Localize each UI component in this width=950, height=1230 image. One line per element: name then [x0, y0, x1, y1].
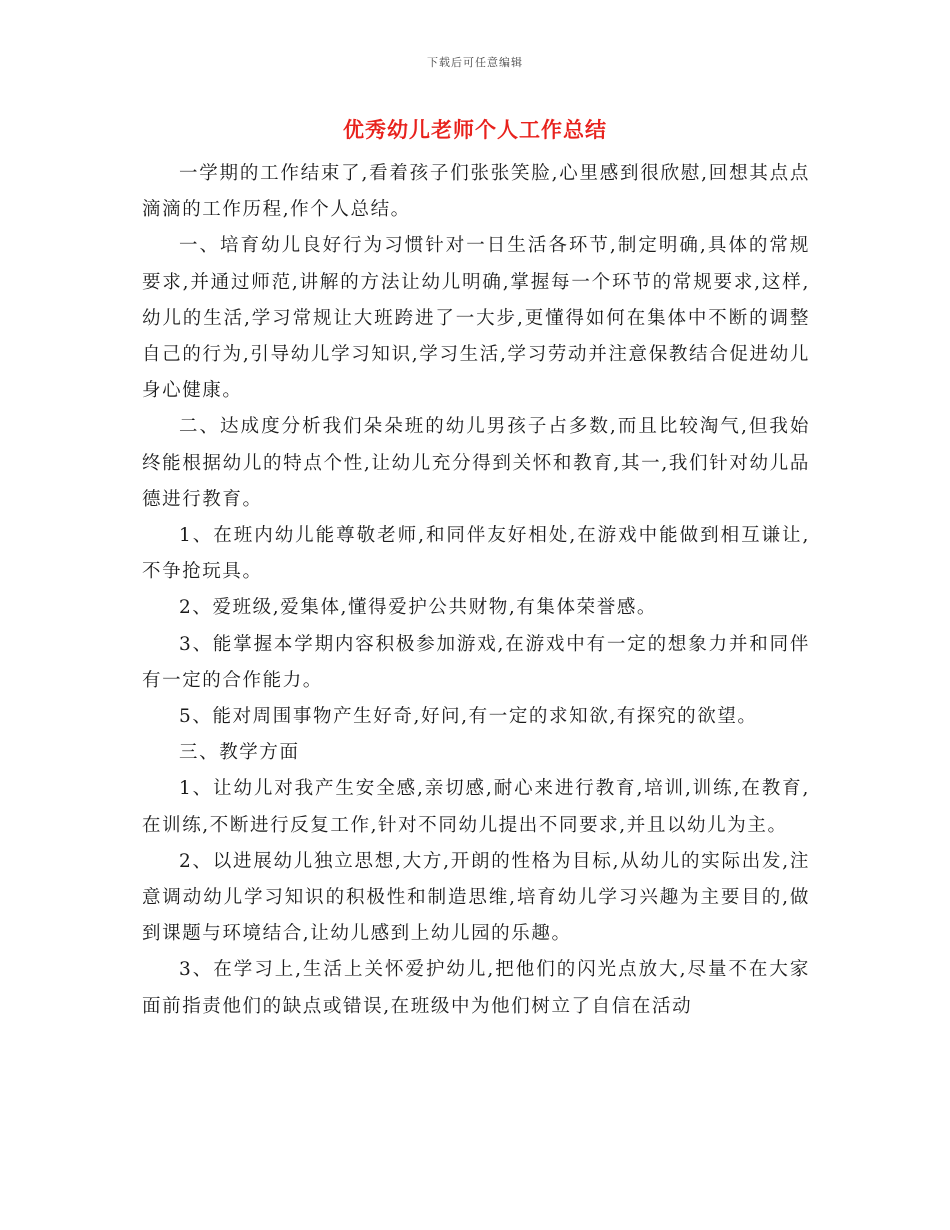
paragraph-section-2: 二、达成度分析我们朵朵班的幼儿男孩子占多数,而且比较淘气,但我始终能根据幼儿的特点个性,让幼儿充分得到关怀和教育,其一,我们针对幼儿品德进行教育。	[142, 416, 810, 510]
paragraph-teaching-1: 1、让幼儿对我产生安全感,亲切感,耐心来进行教育,培训,训练,在教育,在训练,不断进行反复工作,针对不同幼儿提出不同要求,并且以幼儿为主。	[142, 778, 810, 836]
document-title: 优秀幼儿老师个人工作总结	[343, 117, 607, 142]
paragraph-item-2: 2、爱班级,爱集体,懂得爱护公共财物,有集体荣誉感。	[179, 597, 658, 619]
paragraph-teaching-3: 3、在学习上,生活上关怀爱护幼儿,把他们的闪光点放大,尽量不在大家面前指责他们的缺点或错误,在班级中为他们树立了自信在活动	[142, 959, 810, 1017]
paragraph-section-1: 一、培育幼儿良好行为习惯针对一日生活各环节,制定明确,具体的常规要求,并通过师范,讲解的方法让幼儿明确,掌握每一个环节的常规要求,这样,幼儿的生活,学习常规让大班跨进了一大步,更懂得如何在集体中不断的调整自己的行为,引导幼儿学习知识,学习生活,学习劳动并注意保教结合促进幼儿身心健康。	[142, 235, 810, 402]
paragraph-section-3: 三、教学方面	[179, 742, 300, 764]
page-header: 下载后可任意编辑	[427, 56, 523, 69]
document-body	[142, 156, 810, 1025]
paragraph-item-3: 3、能掌握本学期内容积极参加游戏,在游戏中有一定的想象力并和同伴有一定的合作能力。	[142, 633, 810, 691]
paragraph-item-5: 5、能对周围事物产生好奇,好问,有一定的求知欲,有探究的欲望。	[179, 706, 758, 728]
paragraph-intro: 一学期的工作结束了,看着孩子们张张笑脸,心里感到很欣慰,回想其点点滴滴的工作历程,作个人总结。	[142, 163, 810, 221]
paragraph-teaching-2: 2、以进展幼儿独立思想,大方,开朗的性格为目标,从幼儿的实际出发,注意调动幼儿学习知识的积极性和制造思维,培育幼儿学习兴趣为主要目的,做到课题与环境结合,让幼儿感到上幼儿园的乐趣。	[142, 850, 810, 945]
paragraph-item-1: 1、在班内幼儿能尊敬老师,和同伴友好相处,在游戏中能做到相互谦让,不争抢玩具。	[142, 525, 810, 583]
